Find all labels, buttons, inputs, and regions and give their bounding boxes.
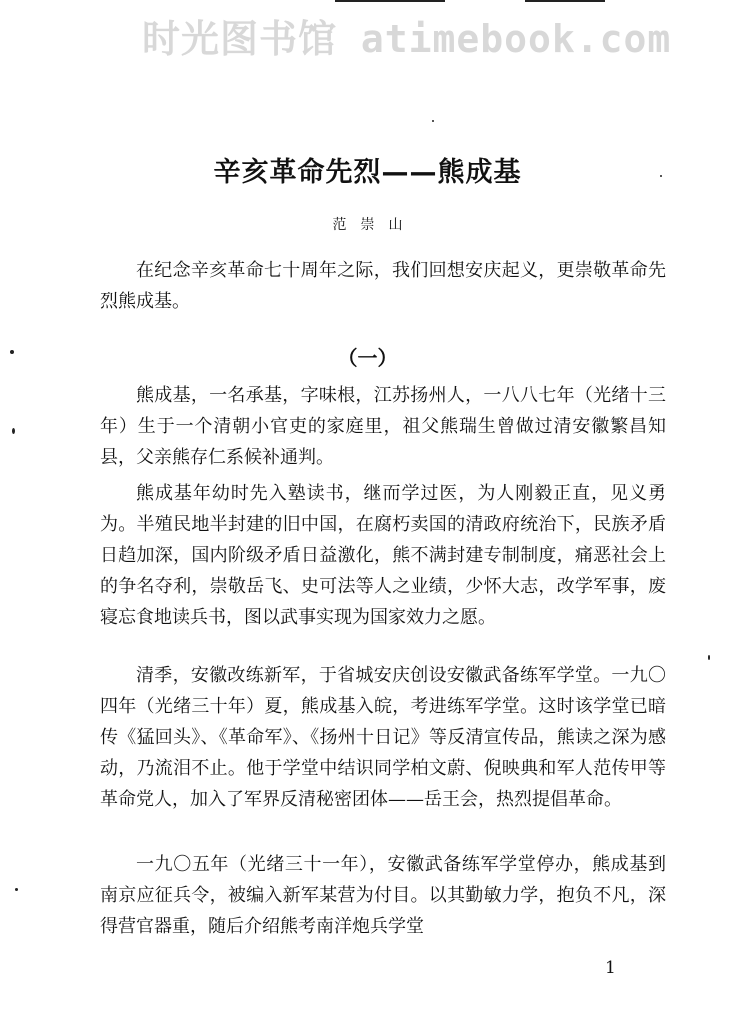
scan-speck [708,655,710,660]
body-paragraph-1: 熊成基，一名承基，字味根，江苏扬州人，一八八七年（光绪十三年）生于一个清朝小官吏的家庭里，祖父熊瑞生曾做过清安徽繁昌知县，父亲熊存仁系候补通判。 [100,385,666,468]
body-paragraph-2: 熊成基年幼时先入塾读书，继而学过医，为人刚毅正直，见义勇为。半殖民地半封建的旧中国，在腐朽卖国的清政府统治下，民族矛盾日趋加深，国内阶级矛盾日益激化，熊不满封建专制制度，痛恶社会上的争名夺利，崇敬岳飞、史可法等人之业绩，少怀大志，改学军事，废寝忘食地读兵书，图以武事实现为国家效力之愿。 [100,483,666,628]
watermark: 时光图书馆 atimebook.com [142,17,672,61]
section-heading: （一） [337,346,398,370]
scan-speck [432,120,434,122]
scan-speck [15,888,18,891]
page-number: 1 [605,958,616,978]
scan-speck [10,350,14,354]
author-name: 范崇山 [332,217,417,233]
page-title: 辛亥革命先烈——熊成基 [213,157,522,188]
top-rule-left [335,0,445,2]
scan-speck [660,175,662,177]
body-paragraph-3: 清季，安徽改练新军，于省城安庆创设安徽武备练军学堂。一九〇四年（光绪三十年）夏，熊成基入皖，考进练军学堂。这时该学堂已暗传《猛回头》、《革命军》、《扬州十日记》等反清宣传品，熊读之深为感动，乃流泪不止。他于学堂中结识同学柏文蔚、倪映典和军人范传甲等革命党人，加入了军界反清秘密团体——岳王会，热烈提倡革命。 [100,665,666,810]
scan-speck [12,428,15,434]
top-rule-right [525,0,605,2]
body-paragraph-4: 一九〇五年（光绪三十一年），安徽武备练军学堂停办，熊成基到南京应征兵令，被编入新军某营为付目。以其勤敏力学，抱负不凡，深得营官器重，随后介绍熊考南洋炮兵学堂 [100,854,666,937]
intro-paragraph: 在纪念辛亥革命七十周年之际，我们回想安庆起义，更崇敬革命先烈熊成基。 [100,260,666,312]
